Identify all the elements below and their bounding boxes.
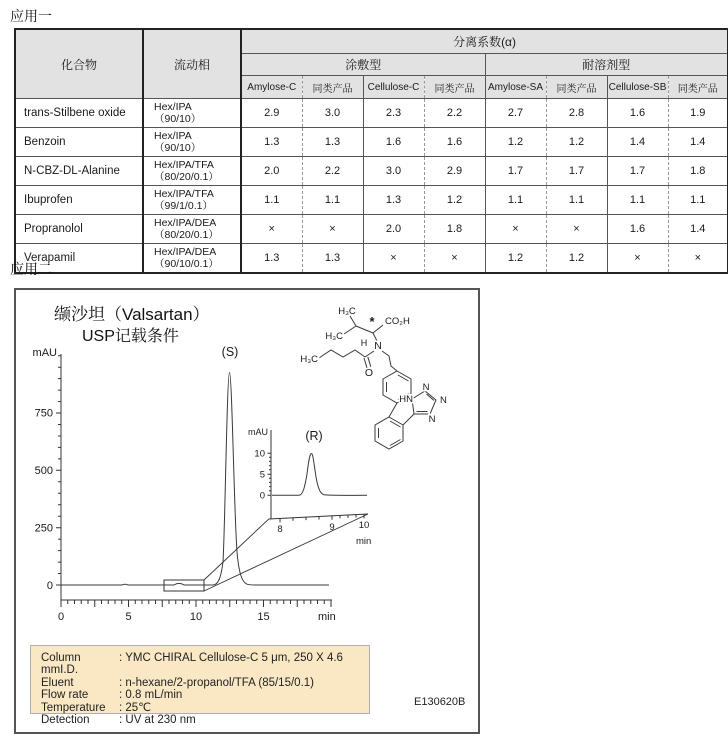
mobile-phase [143, 215, 241, 244]
table-cell: 2.2 [424, 99, 485, 128]
table-cell: 1.4 [668, 215, 728, 244]
table-cell: 1.3 [363, 186, 424, 215]
main-y-tick-750: 750 [34, 407, 53, 420]
inset-x-tick-8: 8 [277, 524, 283, 535]
condition-row: Eluent : n-hexane/2-propanol/TFA (85/15/0.1) [41, 676, 314, 689]
table-cell: 1.1 [546, 186, 607, 215]
table-row [15, 157, 728, 186]
inset-y-tick-0: 0 [259, 490, 265, 502]
compound-name: Ibuprofen [15, 186, 143, 215]
inset-axes [268, 430, 369, 522]
table-row [15, 128, 728, 157]
mobile-phase-ratio: （90/10） [154, 142, 202, 154]
condition-row: Temperature : 25℃ [41, 701, 152, 714]
main-signal-trace [61, 373, 329, 586]
mobile-phase-ratio: （99/1/0.1） [154, 200, 213, 212]
table-cell: 1.6 [607, 215, 668, 244]
col-header-compound: 化合物 [15, 29, 143, 99]
mobile-phase-solvents: Hex/IPA [154, 100, 192, 113]
table-cell: 1.3 [241, 244, 302, 274]
table-cell: 1.6 [424, 128, 485, 157]
chiral-h-label: H [360, 338, 368, 348]
condition-value: UV at 230 nm [125, 714, 196, 727]
condition-row: Flow rate : 0.8 mL/min [41, 689, 183, 702]
table-cell: 1.1 [668, 186, 728, 215]
condition-value: YMC CHIRAL Cellulose-C 5 μm, 250 X 4.6 mmI.D. [41, 652, 343, 677]
chromatogram-title: 缬沙坦（Valsartan） [54, 305, 210, 324]
amide-n-label: N [374, 340, 382, 352]
zoom-connector-lower [204, 514, 368, 591]
table-cell: 1.2 [546, 244, 607, 274]
subcol-amylose-sa: Amylose-SA [485, 76, 546, 99]
table-cell: × [668, 244, 728, 274]
condition-label: Eluent [41, 676, 74, 689]
subcol-generic-1: 同类产品 [302, 76, 363, 99]
peak-s-label: (S) [221, 345, 239, 359]
mobile-phase-solvents: Hex/IPA/DEA [154, 216, 217, 229]
subcol-generic-3: 同类产品 [546, 76, 607, 99]
table-cell: × [485, 215, 546, 244]
table-row [15, 215, 728, 244]
mobile-phase [143, 186, 241, 215]
inset-signal-trace [272, 454, 367, 496]
table-row [15, 99, 728, 128]
inset-x-axis-unit: min [356, 536, 372, 547]
table-cell: 2.3 [363, 99, 424, 128]
main-x-tick-10: 10 [189, 611, 203, 623]
condition-label: Flow rate [41, 689, 89, 702]
valsartan-structure-labels [300, 306, 447, 425]
compound-name: Verapamil [15, 244, 143, 274]
chromatogram-panel [14, 288, 480, 734]
table-cell: 1.7 [546, 157, 607, 186]
table-cell: 1.1 [241, 186, 302, 215]
table-cell: 1.4 [607, 128, 668, 157]
inset-x-tick-10: 10 [358, 520, 370, 531]
condition-row: Column : YMC CHIRAL Cellulose-C 5 μm, 250 X 4.6 mmI.D. [41, 652, 343, 677]
table-cell: 1.1 [302, 186, 363, 215]
table-cell: 1.3 [241, 128, 302, 157]
table-cell: 1.6 [363, 128, 424, 157]
mobile-phase-ratio: （90/10/0.1） [154, 258, 219, 270]
table-cell: 2.9 [241, 99, 302, 128]
mobile-phase-ratio: （80/20/0.1） [154, 229, 219, 241]
co2h-label: CO₂H [385, 316, 410, 327]
table-cell: 1.8 [424, 215, 485, 244]
table-cell: 1.1 [607, 186, 668, 215]
condition-value: 0.8 mL/min [125, 689, 183, 702]
table-cell: 2.2 [302, 157, 363, 186]
table-cell: 2.0 [363, 215, 424, 244]
peak-r-label: (R) [305, 429, 323, 443]
table-cell: 2.9 [424, 157, 485, 186]
table-cell: 1.9 [668, 99, 728, 128]
main-axes [56, 354, 335, 607]
mobile-phase-solvents: Hex/IPA/TFA [154, 187, 214, 200]
subcol-cellulose-c: Cellulose-C [363, 76, 424, 99]
condition-label: Temperature [41, 701, 106, 714]
section2-label: 应用二 [10, 261, 52, 277]
table-cell: × [302, 215, 363, 244]
zoom-connector-upper [204, 519, 269, 580]
condition-row: Detection : UV at 230 nm [41, 714, 196, 727]
group-header-solvent-resistant: 耐溶剂型 [485, 54, 728, 76]
tetrazole-n3-label: N [440, 395, 447, 406]
conditions-box [30, 645, 370, 727]
inset-y-axis-label: mAU [248, 427, 268, 437]
carbonyl-o-label: O [364, 367, 374, 379]
tetrazole-hn-label: HN [399, 394, 413, 405]
compound-name: Propranolol [15, 215, 143, 244]
main-x-axis-unit: min [318, 611, 336, 623]
table-cell: 1.1 [485, 186, 546, 215]
table-cell: × [241, 215, 302, 244]
mobile-phase-solvents: Hex/IPA [154, 129, 192, 142]
mobile-phase [143, 244, 241, 274]
table-cell: 1.7 [485, 157, 546, 186]
figure-code: E130620B [414, 696, 466, 708]
col-header-mobile-phase: 流动相 [143, 29, 241, 99]
table-cell: 1.4 [668, 128, 728, 157]
table-cell: × [607, 244, 668, 274]
table-cell: 1.8 [668, 157, 728, 186]
main-y-tick-500: 500 [34, 465, 53, 477]
inset-x-tick-9: 9 [329, 522, 335, 533]
condition-label: Detection [41, 714, 90, 727]
h3c-label-3: H₃C [300, 354, 318, 365]
table-cell: 3.0 [363, 157, 424, 186]
compound-name: N-CBZ-DL-Alanine [15, 157, 143, 186]
compound-name: trans-Stilbene oxide [15, 99, 143, 128]
table-cell: 1.3 [302, 128, 363, 157]
mobile-phase-solvents: Hex/IPA/DEA [154, 245, 217, 258]
table-cell: 2.7 [485, 99, 546, 128]
chromatogram-subtitle: USP记载条件 [82, 328, 179, 345]
table-cell: 1.7 [607, 157, 668, 186]
main-y-tick-250: 250 [34, 522, 53, 535]
table-cell: × [363, 244, 424, 274]
subcol-cellulose-sb: Cellulose-SB [607, 76, 668, 99]
subcol-amylose-c: Amylose-C [241, 76, 302, 99]
group-header-coated: 涂敷型 [241, 54, 485, 76]
mobile-phase-solvents: Hex/IPA/TFA [154, 158, 214, 171]
condition-value: n-hexane/2-propanol/TFA (85/15/0.1) [125, 676, 314, 689]
table-cell: 1.2 [485, 128, 546, 157]
mobile-phase-ratio: （90/10） [154, 113, 202, 125]
tetrazole-n2-label: N [422, 382, 430, 393]
main-x-tick-5: 5 [125, 611, 132, 623]
inset-y-tick-5: 5 [259, 469, 265, 481]
inset-y-tick-10: 10 [254, 448, 265, 460]
subcol-generic-4: 同类产品 [668, 76, 728, 99]
mobile-phase-ratio: （80/20/0.1） [154, 171, 219, 183]
main-x-tick-15: 15 [257, 611, 270, 623]
mobile-phase [143, 99, 241, 128]
table-cell: 1.3 [302, 244, 363, 274]
h3c-label-2: H₃C [325, 331, 343, 342]
table-cell: × [424, 244, 485, 274]
tetrazole-n4-label: N [428, 414, 436, 425]
table-cell: 1.2 [424, 186, 485, 215]
table-row [15, 186, 728, 215]
compound-name: Benzoin [15, 128, 143, 157]
separation-factor-table [14, 28, 728, 274]
table-header-row-1 [15, 29, 728, 54]
mobile-phase [143, 157, 241, 186]
main-x-tick-0: 0 [57, 611, 65, 623]
table-cell: 2.0 [241, 157, 302, 186]
mobile-phase [143, 128, 241, 157]
table-cell: × [546, 215, 607, 244]
h3c-label-1: H₃C [338, 306, 356, 317]
condition-label: Column [41, 652, 81, 664]
chiral-asterisk: * [369, 314, 375, 329]
table-cell: 3.0 [302, 99, 363, 128]
main-y-tick-0: 0 [46, 580, 53, 592]
main-y-axis-label: mAU [32, 347, 57, 359]
table-cell: 1.2 [485, 244, 546, 274]
table-cell: 1.6 [607, 99, 668, 128]
section1-label: 应用一 [10, 8, 52, 24]
table-cell: 2.8 [546, 99, 607, 128]
table-row [15, 244, 728, 274]
condition-value: 25℃ [125, 701, 152, 714]
subcol-generic-2: 同类产品 [424, 76, 485, 99]
table-cell: 1.2 [546, 128, 607, 157]
col-header-separation-factor: 分离系数(α) [241, 29, 728, 54]
